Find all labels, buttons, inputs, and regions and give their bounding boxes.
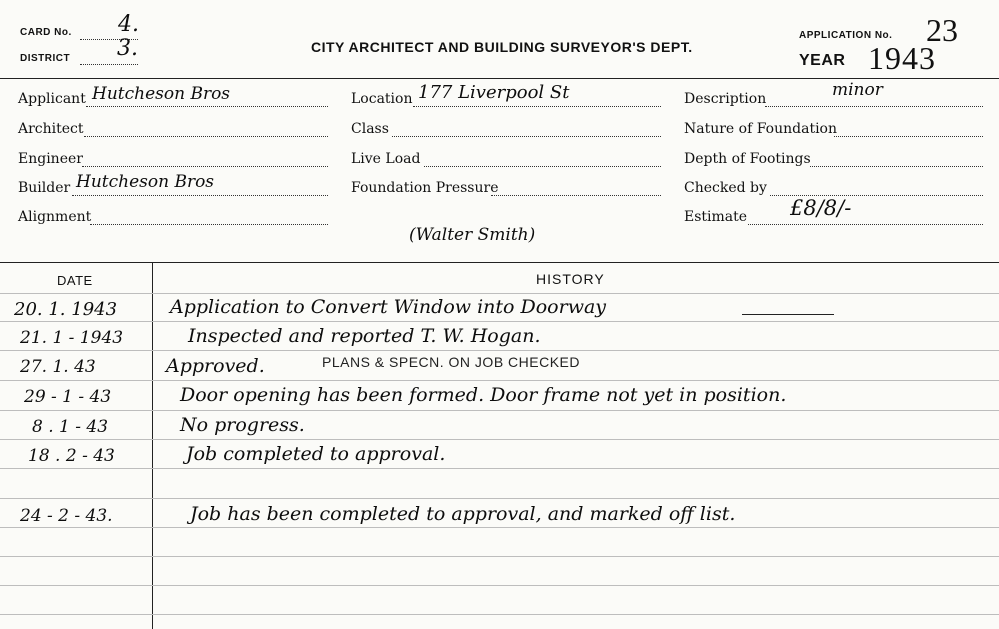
table-top-border: [0, 262, 999, 263]
live-load-label: Live Load: [351, 151, 421, 167]
foundation-pressure-line: [491, 195, 661, 196]
card-no-label: CARD No.: [20, 27, 72, 38]
table-rule: [0, 439, 999, 440]
table-rule: [0, 585, 999, 586]
table-column-divider: [152, 262, 153, 629]
entry-underline: [742, 314, 834, 315]
class-line: [392, 136, 661, 137]
class-label: Class: [351, 121, 389, 137]
table-rule: [0, 293, 999, 294]
application-no-value: 23: [926, 12, 958, 48]
table-rule: [0, 614, 999, 615]
alignment-label: Alignment: [18, 209, 92, 225]
year-label: YEAR: [799, 52, 846, 69]
application-no-label: APPLICATION No.: [799, 30, 893, 41]
history-entry: Approved.: [166, 355, 265, 377]
applicant-line: [86, 106, 328, 107]
history-date: 20. 1. 1943: [14, 299, 118, 320]
nature-of-foundation-line: [834, 136, 983, 137]
depth-of-footings-line: [810, 166, 983, 167]
year-value: 1943: [868, 40, 936, 76]
alignment-line: [90, 224, 328, 225]
handwritten-note: (Walter Smith): [409, 225, 536, 245]
depth-of-footings-label: Depth of Footings: [684, 151, 811, 167]
applicant-value: Hutcheson Bros: [92, 84, 231, 104]
table-rule: [0, 321, 999, 322]
table-rule: [0, 498, 999, 499]
description-value: minor: [832, 80, 883, 100]
table-rule: [0, 380, 999, 381]
builder-value: Hutcheson Bros: [76, 172, 215, 192]
nature-of-foundation-label: Nature of Foundation: [684, 121, 837, 137]
history-entry: No progress.: [180, 414, 305, 436]
history-date: 21. 1 - 1943: [20, 328, 124, 348]
estimate-label: Estimate: [684, 209, 748, 225]
engineer-label: Engineer: [18, 151, 83, 167]
location-label: Location: [351, 91, 413, 107]
district-value: 3.: [117, 36, 138, 61]
applicant-label: Applicant: [18, 91, 86, 107]
checked-by-label: Checked by: [684, 180, 767, 196]
history-entry: Inspected and reported T. W. Hogan.: [188, 325, 541, 347]
date-header: DATE: [57, 273, 93, 288]
table-rule: [0, 410, 999, 411]
history-date: 8 . 1 - 43: [32, 417, 109, 437]
builder-label: Builder: [18, 180, 71, 196]
engineer-line: [82, 166, 328, 167]
estimate-line: [748, 224, 983, 225]
district-label: DISTRICT: [20, 53, 71, 64]
table-rule: [0, 468, 999, 469]
checked-stamp: PLANS & SPECN. ON JOB CHECKED: [322, 354, 581, 370]
table-rule: [0, 556, 999, 557]
location-value: 177 Liverpool St: [418, 82, 570, 103]
header-divider: [0, 78, 999, 79]
history-entry: Job has been completed to approval, and marked off list.: [190, 503, 736, 525]
location-line: [413, 106, 661, 107]
history-date: 27. 1. 43: [20, 357, 96, 377]
live-load-line: [424, 166, 661, 167]
estimate-value: £8/8/-: [790, 196, 852, 220]
history-date: 18 . 2 - 43: [28, 446, 115, 466]
history-date: 29 - 1 - 43: [24, 387, 112, 407]
history-entry: Job completed to approval.: [186, 443, 446, 465]
table-rule: [0, 527, 999, 528]
card-no-value: 4.: [118, 12, 139, 37]
architect-line: [84, 136, 328, 137]
history-header: HISTORY: [536, 271, 605, 287]
department-title: CITY ARCHITECT AND BUILDING SURVEYOR'S DEPT.: [311, 39, 693, 55]
history-entry: Door opening has been formed. Door frame not yet in position.: [180, 384, 787, 406]
foundation-pressure-label: Foundation Pressure: [351, 180, 499, 196]
architect-label: Architect: [18, 121, 84, 137]
history-date: 24 - 2 - 43.: [20, 506, 113, 526]
builder-line: [72, 195, 328, 196]
district-line: [80, 64, 138, 65]
description-label: Description: [684, 91, 767, 107]
description-line: [765, 106, 983, 107]
table-rule: [0, 350, 999, 351]
history-entry: Application to Convert Window into Doorway: [170, 296, 607, 318]
